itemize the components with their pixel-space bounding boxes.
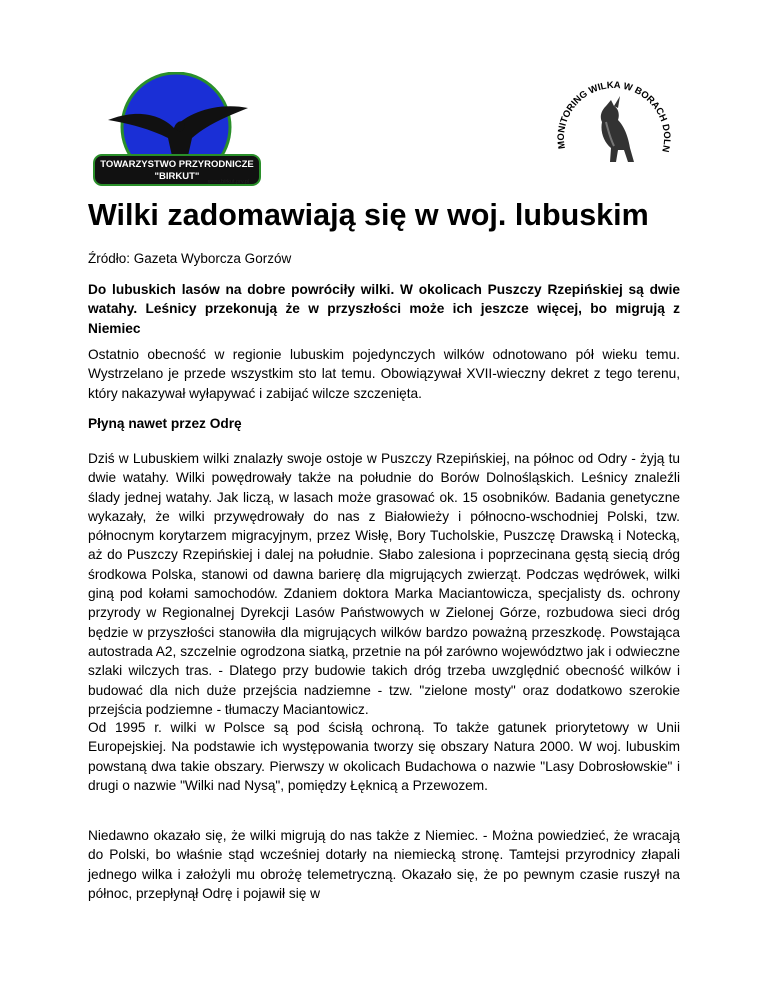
birkut-logo — [88, 72, 268, 192]
wolf-icon — [548, 66, 678, 196]
wolf-logo-text: MONITORING WILKA W BORACH DOLN — [555, 79, 673, 154]
section-heading: Płyną nawet przez Odrę — [88, 416, 242, 431]
article-source: Źródło: Gazeta Wyborcza Gorzów — [88, 251, 292, 266]
paragraph-1: Ostatnio obecność w regionie lubuskim pojedynczych wilków odnotowano pół wieku temu. Wystrzelano je przede wszystkim sto lat temu. Obowiązywał XVII-wieczny dekret z tego terenu, który nakazywał wyłapywać i zabijać wilcze szczenięta. — [88, 347, 680, 401]
wolf-monitoring-logo — [548, 66, 678, 196]
paragraph-3: Od 1995 r. wilki w Polsce są pod ścisłą ochroną. To także gatunek priorytetowy w Unii Europejskiej. Na podstawie ich występowania tworzy się obszary Natura 2000. W woj. lubuskim powstaną dwa takie obszary. Pierwszy w okolicach Budachowa o nazwie "Lasy Dobrosłowskie" i drugi o nazwie "Wilki nad Nysą", pomiędzy Łęknicą a Przewozem. — [88, 720, 680, 793]
article-lead: Do lubuskich lasów na dobre powróciły wilki. W okolicach Puszczy Rzepińskiej są dwie watahy. Leśnicy przekonują że w przyszłości może ich jeszcze więcej, bo migrują z Niemiec — [88, 282, 680, 336]
birkut-name-line1: TOWARZYSTWO PRZYRODNICZE — [100, 159, 254, 170]
birkut-name-line2: "BIRKUT" — [154, 171, 200, 182]
paragraph-2: Dziś w Lubuskiem wilki znalazły swoje ostoje w Puszczy Rzepińskiej, na północ od Odry - żyją tu dwie watahy. Wilki powędrowały także na południe do Borów Dolnośląskich. Leśnicy znaleźli ślady jednej watahy. Jak liczą, w lasach może grasować ok. 15 osobników. Badania genetyczne wykazały, że wilki przywędrowały do nas z Białowieży i północno-wschodniej Polski, tzw. północnym korytarzem migracyjnym, przez Wisłę, Bory Tucholskie, Puszczę Drawską i Notecką, aż do Puszczy Rzepińskiej i dalej na południe. Słabo zalesiona i poprzecinana gęstą siecią dróg środkowa Polska, stanowi od dawna barierę dla migrujących zwierząt. Podczas wędrówek, wilki giną pod kołami samochodów. Zdaniem doktora Marka Maciantowicza, specjalisty ds. ochrony przyrody w Regionalnej Dyrekcji Lasów Państwowych w Zielonej Górze, rozbudowa sieci dróg będzie w przyszłości stanowiła dla migrujących wilków bardzo poważną przeszkodę. Powstająca autostrada A2, szczelnie ogrodzona siatką, przetnie na pół zarówno województwo jak i odwieczne szlaki wilczych tras. - Dlatego przy budowie takich dróg trzeba uwzględnić obecność wilków i budować dla nich duże przejścia nadziemne - tzw. "zielone mosty" oraz dodatkowo szerokie przejścia podziemne - tłumaczy Maciantowicz. — [88, 451, 680, 717]
birkut-url: www.birkut.prv.pl — [208, 179, 250, 185]
article-title: Wilki zadomawiają się w woj. lubuskim — [88, 198, 649, 232]
paragraph-4: Niedawno okazało się, że wilki migrują do nas także z Niemiec. - Można powiedzieć, że wracają do Polski, bo właśnie stąd wcześniej dotarły na niemiecką stronę. Tamtejsi przyrodnicy złapali jednego wilka i założyli mu obrożę telemetryczną. Okazało się, że po pewnym czasie ruszył na północ, przepłynął Odrę i pojawił się w — [88, 828, 680, 901]
